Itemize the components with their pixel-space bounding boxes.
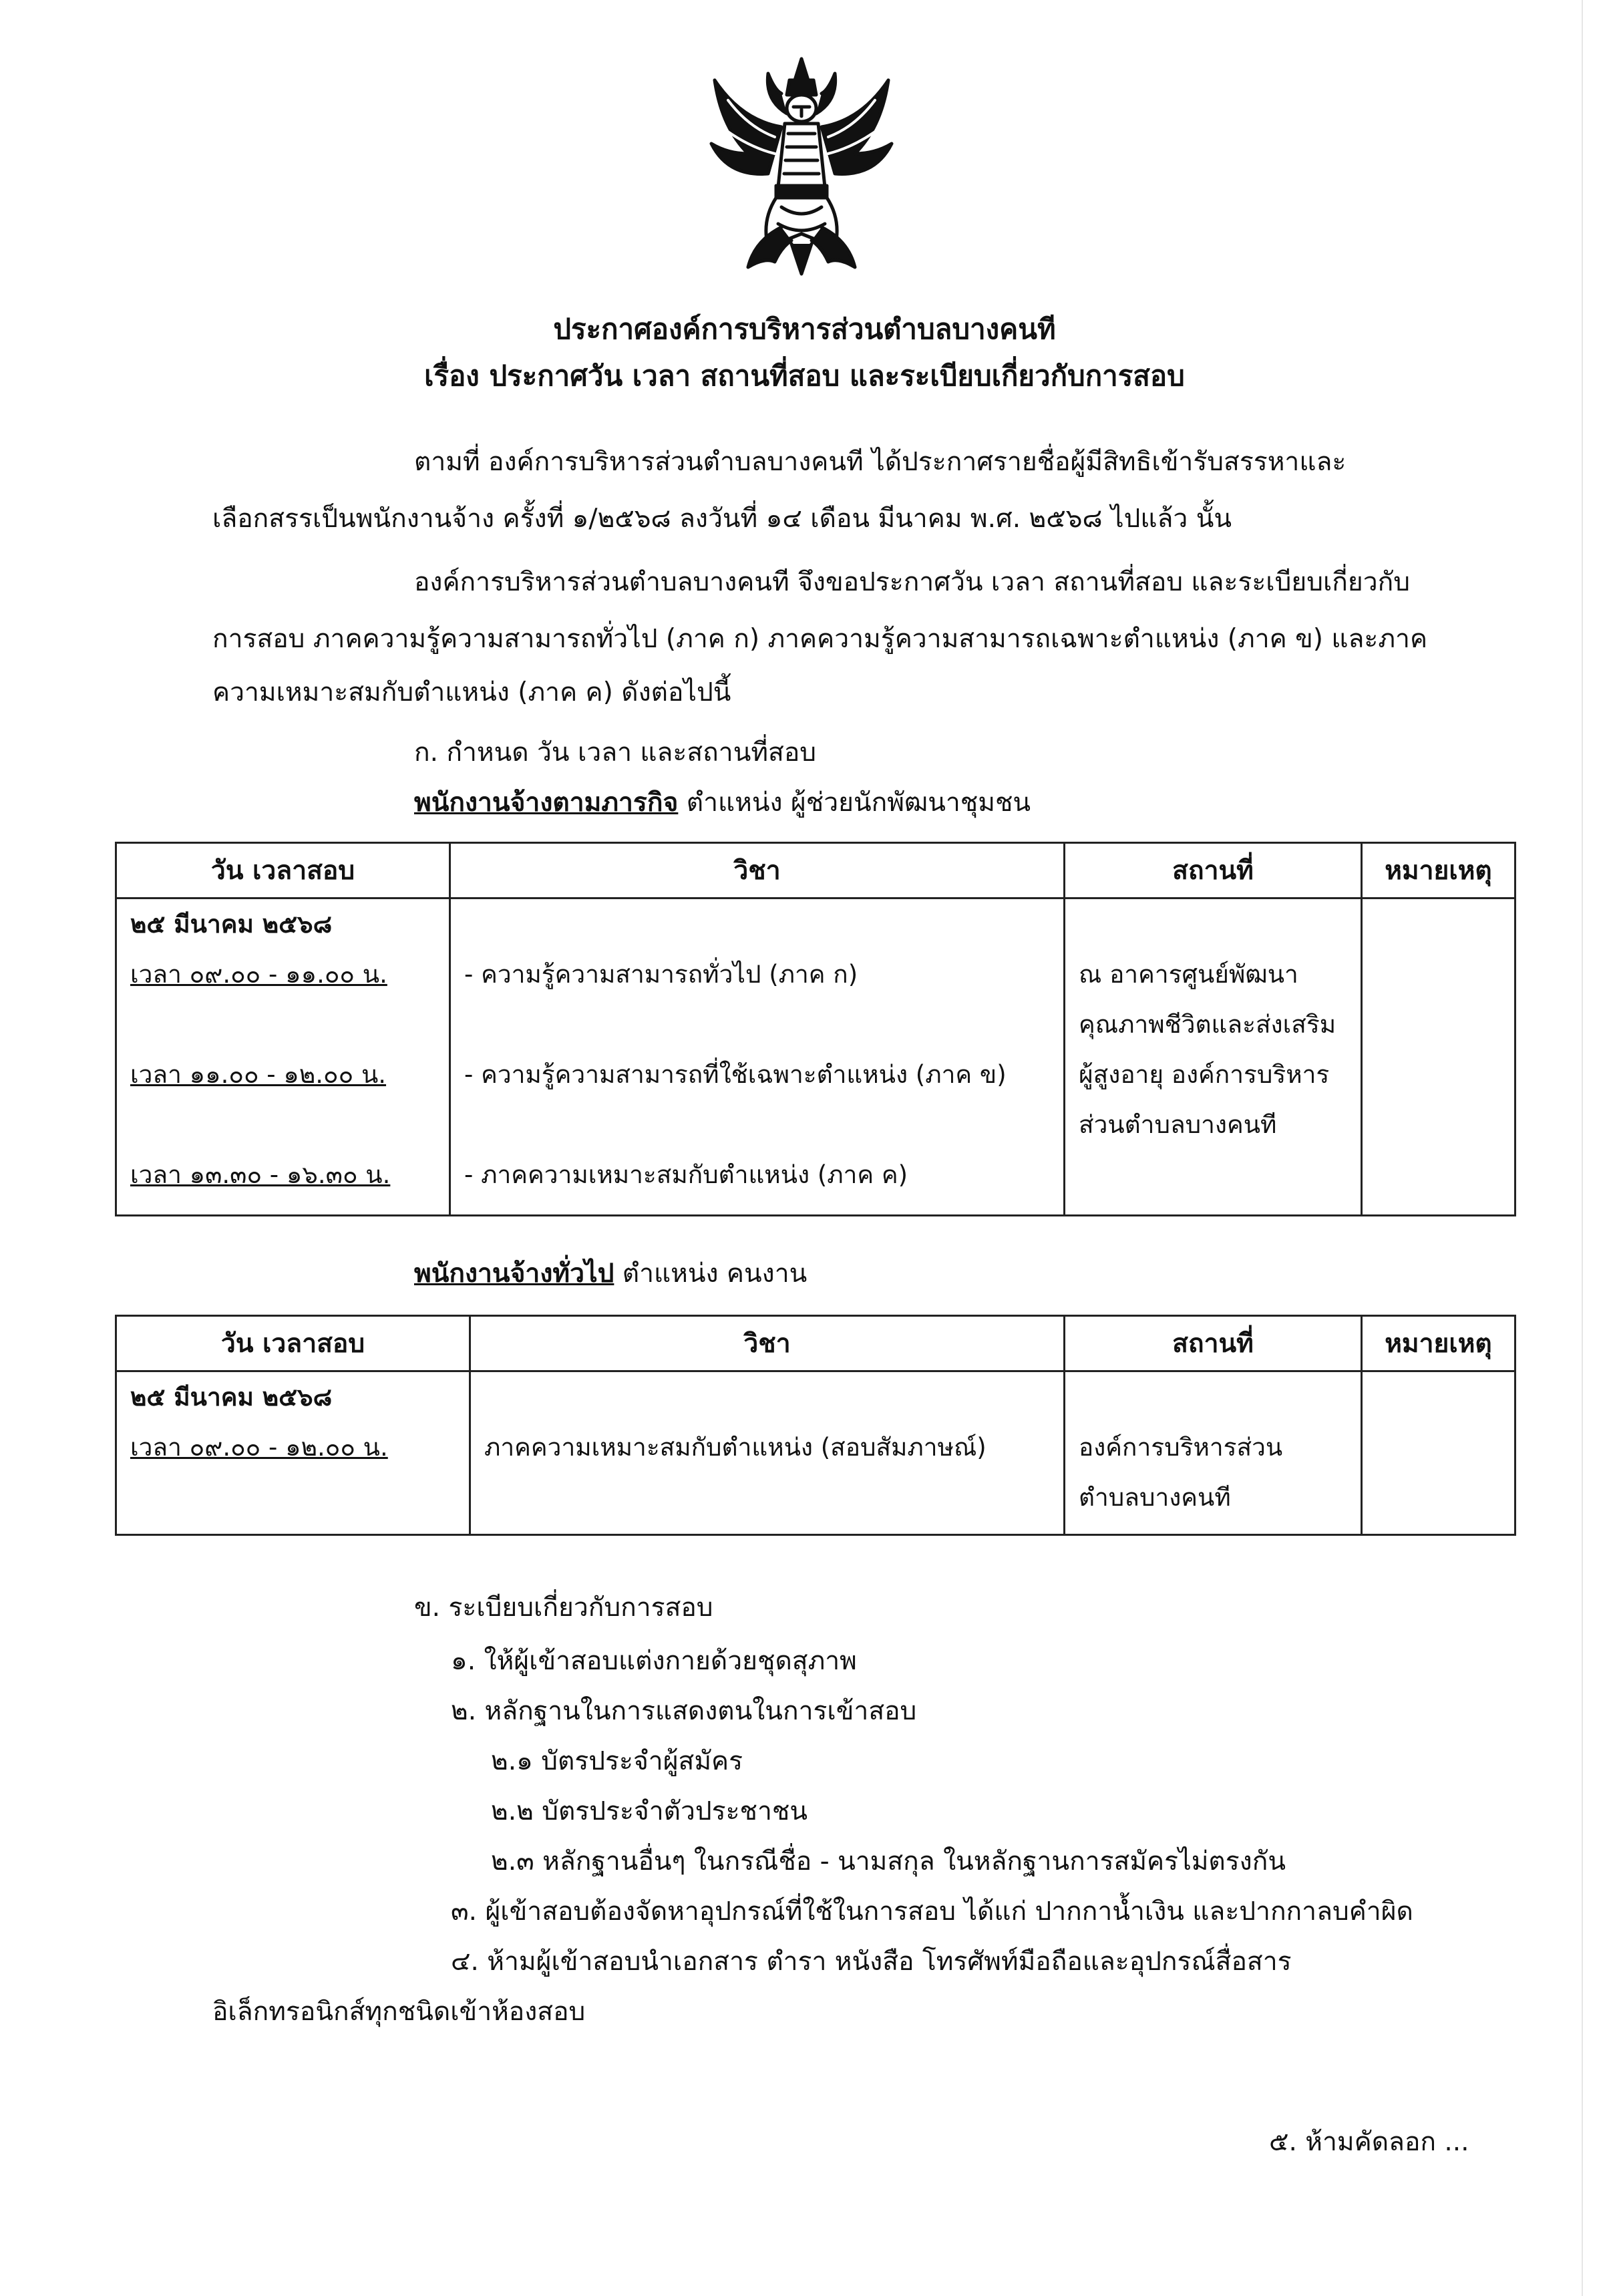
exam-time-3: เวลา ๑๓.๓๐ - ๑๖.๓๐ น. (130, 1160, 391, 1189)
col-header-remark: หมายเหตุ (1362, 1316, 1515, 1371)
group1-position: ตำแหน่ง ผู้ช่วยนักพัฒนาชุมชน (686, 788, 1031, 818)
place-line-2: คุณภาพชีวิตและส่งเสริม (1079, 1010, 1336, 1039)
group2-employee-type: พนักงานจ้างทั่วไป (414, 1259, 614, 1289)
spacer (117, 999, 449, 1049)
rule-item-1: ๑. ให้ผู้เข้าสอบแต่งกายด้วยชุดสุภาพ (451, 1646, 857, 1676)
remark-cell (1362, 1371, 1515, 1535)
exam-time-1: เวลา ๐๙.๐๐ - ๑๑.๐๐ น. (130, 960, 387, 989)
group2-heading (414, 1253, 807, 1294)
date-time-cell (116, 1371, 470, 1535)
col-header-remark: หมายเหตุ (1362, 843, 1515, 898)
col-header-place: สถานที่ (1065, 843, 1362, 898)
rule-item-2-2: ๒.๒ บัตรประจำตัวประชาชน (491, 1796, 808, 1826)
spacer (471, 1372, 1063, 1422)
col-header-date-time: วัน เวลาสอบ (116, 1316, 470, 1371)
spacer (117, 1100, 449, 1150)
subject-2: - ความรู้ความสามารถที่ใช้เฉพาะตำแหน่ง (ภาค ข) (464, 1060, 1007, 1089)
announcement-subject: เรื่อง ประกาศวัน เวลา สถานที่สอบ และระเบียบเกี่ยวกับการสอบ (424, 359, 1185, 392)
exam-time-1: เวลา ๐๙.๐๐ - ๑๒.๐๐ น. (130, 1433, 388, 1462)
subject-1: ภาคความเหมาะสมกับตำแหน่ง (สอบสัมภาษณ์) (484, 1433, 987, 1462)
place-line-4: ส่วนตำบลบางคนที (1079, 1110, 1277, 1139)
subject-cell (470, 1371, 1065, 1535)
exam-date: ๒๕ มีนาคม ๒๕๖๘ (130, 1383, 333, 1412)
group2-position: ตำแหน่ง คนงาน (622, 1259, 808, 1289)
place-line-1: องค์การบริหารส่วน (1079, 1433, 1283, 1462)
intro-paragraph-2-line-2: การสอบ ภาคความรู้ความสามารถทั่วไป (ภาค ก) ภาคความรู้ความสามารถเฉพาะตำแหน่ง (ภาค ข) และภาค (212, 624, 1428, 654)
table-row (116, 898, 1515, 1216)
spacer (451, 1100, 1063, 1150)
rule-item-2-1: ๒.๑ บัตรประจำผู้สมัคร (491, 1746, 743, 1776)
rule-item-4-line-1: ๔. ห้ามผู้เข้าสอบนำเอกสาร ตำรา หนังสือ โทรศัพท์มือถือและอุปกรณ์สื่อสาร (451, 1947, 1292, 1977)
place-cell (1065, 898, 1362, 1216)
spacer (451, 899, 1063, 949)
rule-item-3: ๓. ผู้เข้าสอบต้องจัดหาอุปกรณ์ที่ใช้ในการสอบ ได้แก่ ปากกาน้ำเงิน และปากกาลบคำผิด (451, 1897, 1413, 1927)
col-header-place: สถานที่ (1065, 1316, 1362, 1371)
subject-3: - ภาคความเหมาะสมกับตำแหน่ง (ภาค ค) (464, 1160, 908, 1189)
section-b-heading: ข. ระเบียบเกี่ยวกับการสอบ (414, 1593, 713, 1623)
intro-paragraph-2-line-1: องค์การบริหารส่วนตำบลบางคนที จึงขอประกาศวัน เวลา สถานที่สอบ และระเบียบเกี่ยวกับ (414, 567, 1411, 597)
date-time-cell (116, 898, 450, 1216)
col-header-subject: วิชา (450, 843, 1065, 898)
table-row (116, 1371, 1515, 1535)
remark-cell (1362, 898, 1515, 1216)
col-header-date-time: วัน เวลาสอบ (116, 843, 450, 898)
announcement-title: ประกาศองค์การบริหารส่วนตำบลบางคนที (553, 313, 1056, 345)
spacer (1065, 1372, 1361, 1422)
intro-paragraph-1-line-1: ตามที่ องค์การบริหารส่วนตำบลบางคนที ได้ประกาศรายชื่อผู้มีสิทธิเข้ารับสรรหาและ (414, 447, 1347, 477)
exam-schedule-table-2 (115, 1315, 1516, 1536)
exam-date: ๒๕ มีนาคม ๒๕๖๘ (130, 910, 333, 939)
intro-paragraph-2-line-3: ความเหมาะสมกับตำแหน่ง (ภาค ค) ดังต่อไปนี้ (212, 677, 731, 707)
group1-heading (414, 782, 1031, 823)
rule-item-2: ๒. หลักฐานในการแสดงตนในการเข้าสอบ (451, 1696, 917, 1726)
rule-item-2-3: ๒.๓ หลักฐานอื่นๆ ในกรณีชื่อ - นามสกุล ในหลักฐานการสมัครไม่ตรงกัน (491, 1846, 1286, 1876)
continuation-note: ๕. ห้ามคัดลอก ... (1269, 2127, 1469, 2157)
col-header-subject: วิชา (470, 1316, 1065, 1371)
table-header-row (116, 843, 1515, 898)
intro-paragraph-1-line-2: เลือกสรรเป็นพนักงานจ้าง ครั้งที่ ๑/๒๕๖๘ ลงวันที่ ๑๔ เดือน มีนาคม พ.ศ. ๒๕๖๘ ไปแล้ว นั้น (212, 504, 1232, 534)
place-line-1: ณ อาคารศูนย์พัฒนา (1079, 960, 1298, 989)
exam-time-2: เวลา ๑๑.๐๐ - ๑๒.๐๐ น. (130, 1060, 387, 1089)
exam-schedule-table-1 (115, 842, 1516, 1216)
garuda-emblem-icon (701, 53, 902, 281)
rule-item-4-line-2: อิเล็กทรอนิกส์ทุกชนิดเข้าห้องสอบ (212, 1997, 586, 2027)
subject-1: - ความรู้ความสามารถทั่วไป (ภาค ก) (464, 960, 858, 989)
place-line-2: ตำบลบางคนที (1079, 1483, 1231, 1512)
place-cell (1065, 1371, 1362, 1535)
table-header-row (116, 1316, 1515, 1371)
place-line-3: ผู้สูงอายุ องค์การบริหาร (1079, 1060, 1330, 1089)
subject-cell (450, 898, 1065, 1216)
spacer (451, 999, 1063, 1049)
section-a-heading: ก. กำหนด วัน เวลา และสถานที่สอบ (414, 737, 817, 768)
group1-employee-type: พนักงานจ้างตามภารกิจ (414, 788, 679, 818)
spacer (1065, 899, 1361, 949)
